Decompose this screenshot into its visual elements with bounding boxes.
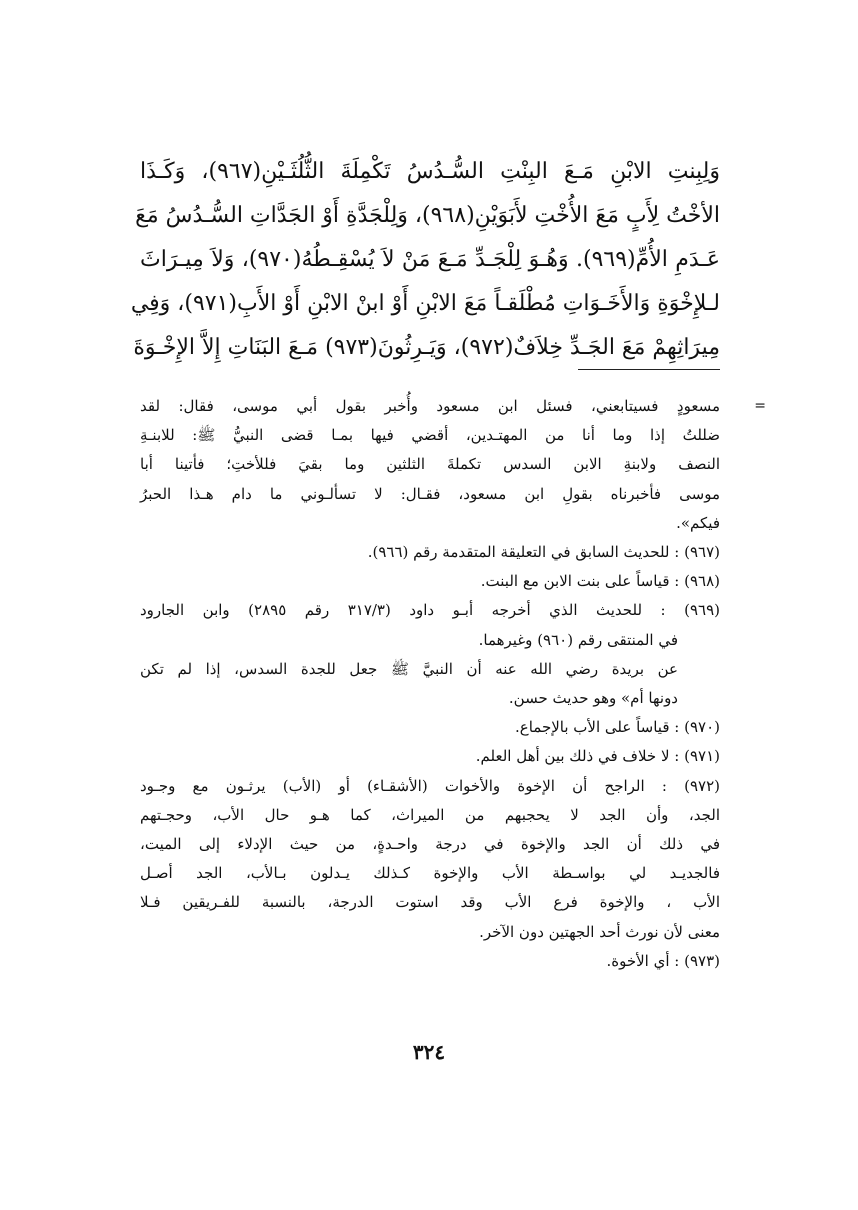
footnote-number: (٩٧٢) <box>684 776 720 795</box>
footnote-text: : الراجح أن الإخوة والأخوات (الأشقـاء) أو (الأب) يرثـون مع وجـود <box>140 776 667 795</box>
footnote-line: فالجديـد لي بواسـطة الأب والإخوة كـذلك يـدلون بـالأب، الجد أصـل <box>140 864 720 883</box>
footnote-line: ضللتُ إذا وما أنا من المهتـدين، أقضي فيها بمـا قضى النبيُّ ﷺ: للابنـةِ <box>140 426 720 445</box>
main-text-line: وَلِبِنتِ الابْنِ مَـعَ البِنْتِ السُّـدُسُ تَكْمِلَةَ الثُّلُثَـيْنِ(٩٦٧)، وَكَـذَا <box>140 159 720 184</box>
footnote-continued <box>140 392 766 538</box>
footnote-line <box>140 742 720 771</box>
footnote-line: في ذلك أن الجد والإخوة في درجة واحـدةٍ، من حيث الإدلاء إلى الميت، <box>140 835 720 854</box>
footnote-line <box>140 772 720 801</box>
footnote-text: : للحديث السابق في التعليقة المتقدمة رقم (٩٦٦). <box>367 543 680 562</box>
footnote-text: : للحديث الذي أخرجه أبـو داود (٣١٧/٣ رقم ٢٨٩٥) وابن الجارود <box>140 601 666 620</box>
footnote-text: : لا خلاف في ذلك بين أهل العلم. <box>475 747 680 766</box>
footnote-972 <box>140 772 720 947</box>
continuation-marker: = <box>754 398 766 414</box>
footnote-line: في المنتقى رقم (٩٦٠) وغيرهما. <box>478 630 678 649</box>
page-number: ٣٢٤ <box>412 1040 446 1064</box>
footnote-number: (٩٧٣) <box>684 951 720 970</box>
footnote-969 <box>140 596 720 713</box>
footnote-973 <box>140 947 720 976</box>
footnote-number: (٩٦٨) <box>684 572 720 591</box>
footnote-line <box>140 947 720 976</box>
footnote-text: : أي الأخوة. <box>606 951 680 970</box>
footnote-line: فيكم». <box>676 513 720 532</box>
footnote-text: : قياساً على الأب بالإجماع. <box>515 718 680 737</box>
footnote-970 <box>140 713 720 742</box>
footnote-line <box>140 596 720 625</box>
footnote-971 <box>140 742 720 771</box>
footnote-967 <box>140 538 720 567</box>
footnote-number: (٩٧١) <box>684 747 720 766</box>
footnote-number: (٩٦٧) <box>684 543 720 562</box>
footnote-968 <box>140 567 720 596</box>
main-text-block <box>130 150 720 370</box>
main-text-line: لـلإِخْوَةِ وَالأَخَـوَاتِ مُطْلَقـاً مَعَ الابْنِ أَوْ ابنْ الابْنِ أَوْ الأَبِ(٩٧١)، وَفِي <box>130 291 720 316</box>
footnote-line: عن بريدة رضي الله عنه أن النبيَّ ﷺ جعل للجدة السدس، إذا لم تكن <box>140 659 678 678</box>
main-text-line: مِيرَاثِهِمْ مَعَ الجَـدِّ خِلاَفٌ(٩٧٢)، وَيَـرِثُونَ(٩٧٣) مَـعَ البَنَاتِ إِلاَّ الإِخْـوَةَ <box>133 335 720 360</box>
footnote-number: (٩٦٩) <box>684 601 720 620</box>
footnote-line: الأب ، والإخوة فرع الأب وقد استوت الدرجة، بالنسبة للفـريقين فـلا <box>140 893 720 912</box>
footnote-line <box>140 538 720 567</box>
footnote-separator <box>578 369 720 370</box>
footnote-line: دونها أم» وهو حديث حسن. <box>508 689 678 708</box>
footnote-line: النصف ولابنةِ الابن السدس تكملةَ الثلثين وما بقيَ فللأختِ؛ فأتينا أبا <box>140 455 720 474</box>
main-text-line: عَـدَمِ الأُمِّ(٩٦٩). وَهُـوَ لِلْجَـدِّ مَـعَ مَنْ لاَ يُسْقِـطُهُ(٩٧٠)، وَلاَ مِيـرَاثَ <box>140 247 720 272</box>
main-text-line: الأخْتُ لِأَبٍ مَعَ الأُخْتِ لأَبَوَيْنِ(٩٦٨)، وَلِلْجَدَّةِ أَوْ الجَدَّاتِ السُّـدُسُ مَعَ <box>135 203 720 228</box>
footnote-line <box>140 567 720 596</box>
footnote-number: (٩٧٠) <box>684 718 720 737</box>
footnote-line: موسى فأخبرناه بقولِ ابن مسعود، فقـال: لا تسألـوني ما دام هـذا الحبرُ <box>140 484 720 503</box>
footnotes-block <box>140 392 766 976</box>
footnote-line: معنى لأن نورث أحد الجهتين دون الآخر. <box>479 922 720 941</box>
footnote-text: : قياساً على بنت الابن مع البنت. <box>480 572 680 591</box>
footnote-line: الجد، وأن الجد لا يحجبهم من الميراث، كما هـو حال الأب، وحجـتهم <box>140 805 720 824</box>
footnote-line: مسعودٍ فسيتابعني، فسئل ابن مسعود وأُخبر بقول أبي موسى، فقال: لقد <box>140 397 720 415</box>
footnote-line <box>140 713 720 742</box>
